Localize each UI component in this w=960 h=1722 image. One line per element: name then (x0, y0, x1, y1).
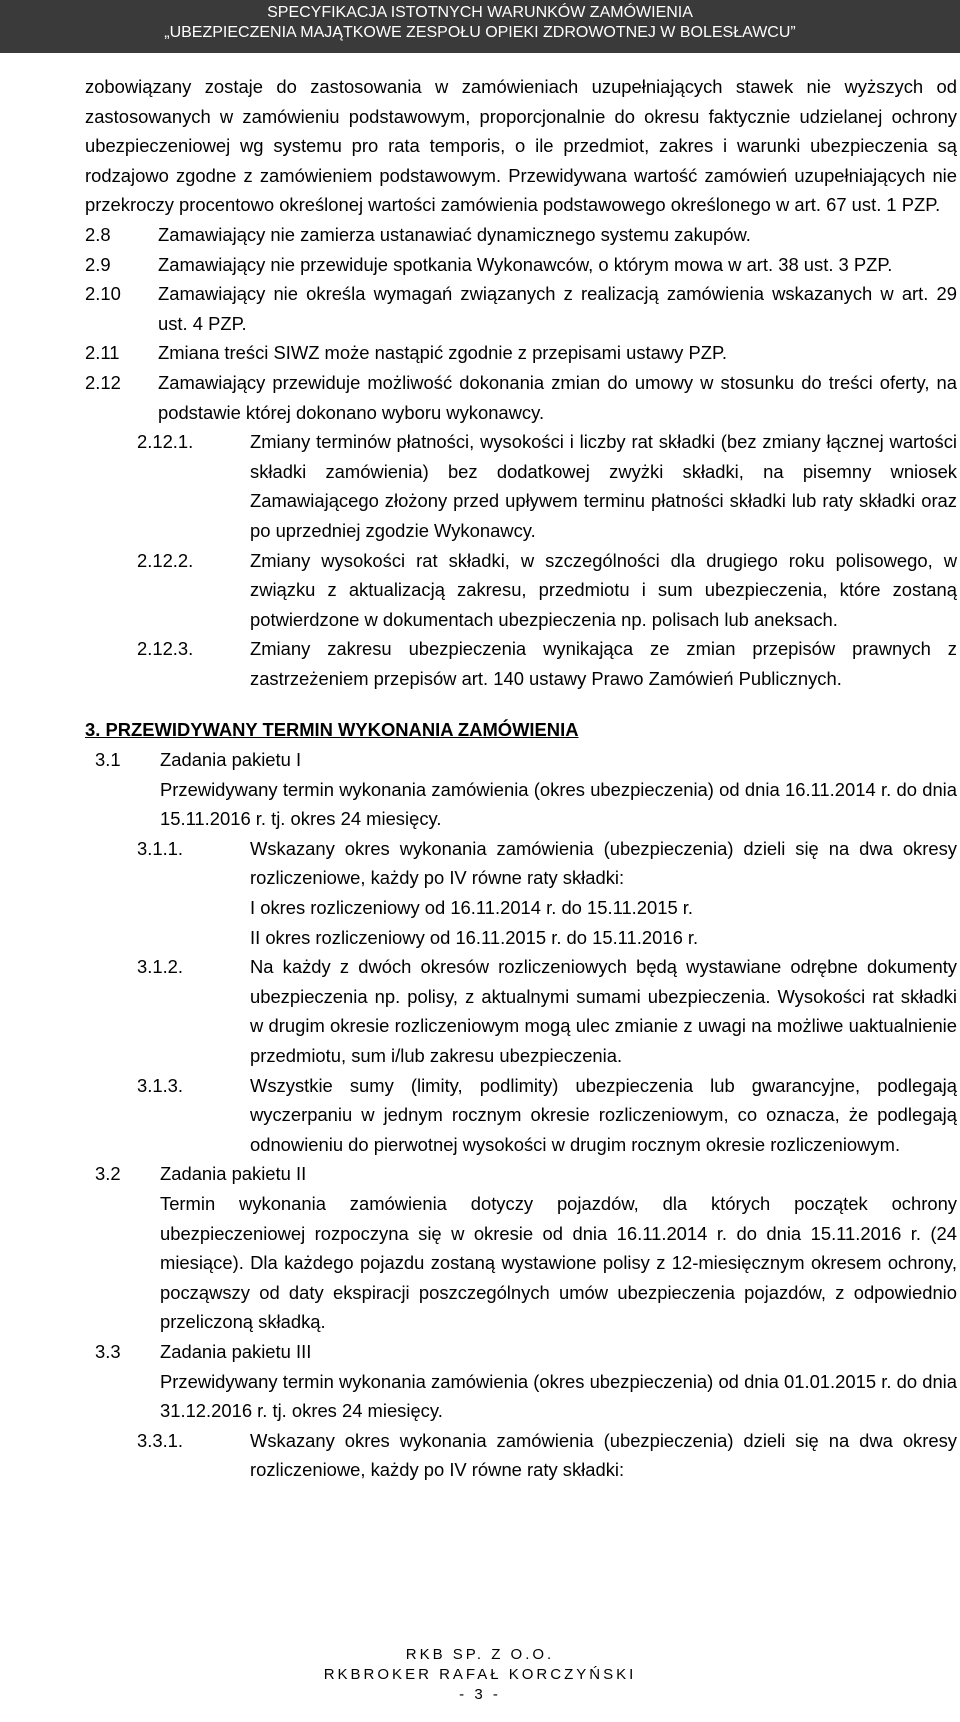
sub-list-item (85, 546, 957, 635)
item-number: 2.9 (85, 253, 111, 275)
sub-list-item (85, 634, 957, 693)
item-number: 3.1.1. (137, 837, 184, 859)
item-text: Zmiana treści SIWZ może nastąpić zgodnie z przepisami ustawy PZP. (158, 342, 727, 364)
item-number: 3.1.2. (137, 956, 184, 978)
item-number: 2.8 (85, 223, 111, 245)
document-body (85, 72, 957, 1485)
footer-company: RKB SP. Z O.O. (405, 1646, 555, 1663)
item-number: 2.10 (85, 283, 121, 305)
subsection (85, 1159, 957, 1337)
subsection-heading: Zadania pakietu III (160, 1340, 312, 1362)
item-text: Wskazany okres wykonania zamówienia (ubezpieczenia) dzieli się na dwa okresy rozliczeniowe, każdy po IV równe raty składki: (250, 837, 957, 889)
item-number: 2.12.1. (137, 431, 194, 453)
sub-list-item (85, 1071, 957, 1160)
item-text: Zamawiający nie zamierza ustanawiać dynamicznego systemu zakupów. (158, 223, 751, 245)
item-text: Zmiany terminów płatności, wysokości i liczby rat składki (bez zmiany łącznej wartości składki zamówienia) bez dodatkowej zwyżki składki, na pisemny wniosek Zamawiającego złożony przed upływem terminu płatności składki lub raty składki oraz po uprzedniej zgodzie Wykonawcy. (250, 431, 957, 541)
item-text: Zmiany zakresu ubezpieczenia wynikająca ze zmian przepisów prawnych z zastrzeżeniem przepisów art. 140 ustawy Prawo Zamówień Publicznych. (250, 638, 957, 689)
list-item (85, 338, 957, 368)
item-text: Na każdy z dwóch okresów rozliczeniowych będą wystawiane odrębne dokumenty ubezpieczenia np. polisy, z aktualnymi sumami ubezpieczenia. Wysokości rat składki w drugim okresie rozliczeniowym mogą ulec zmianie z uwagi na możliwe uaktualnienie przedmiotu, sum i/lub zakresu ubezpieczenia. (250, 956, 957, 1066)
subsection-heading: Zadania pakietu II (160, 1163, 307, 1185)
document-header (0, 0, 960, 53)
item-number: 2.12.2. (137, 549, 194, 571)
list-item (85, 279, 957, 338)
footer-broker: RKBROKER RAFAŁ KORCZYŃSKI (323, 1666, 637, 1683)
item-text: Zamawiający nie określa wymagań związanych z realizacją zamówienia wskazanych w art. 29 ust. 4 PZP. (158, 283, 957, 334)
subsection-number: 3.2 (95, 1163, 121, 1185)
item-number: 3.1.3. (137, 1074, 184, 1096)
subsection-text: Przewidywany termin wykonania zamówienia (okres ubezpieczenia) od dnia 16.11.2014 r. do dnia 15.11.2016 r. tj. okres 24 miesięcy. (160, 778, 957, 830)
item-number: 3.3.1. (137, 1429, 184, 1451)
subsection-text: Przewidywany termin wykonania zamówienia (okres ubezpieczenia) od dnia 01.01.2015 r. do dnia 31.12.2016 r. tj. okres 24 miesięcy. (160, 1370, 957, 1422)
list-item (85, 250, 957, 280)
item-text: Zamawiający przewiduje możliwość dokonania zmian do umowy w stosunku do treści oferty, na podstawie której dokonano wyboru wykonawcy. (158, 371, 957, 423)
subsection-number: 3.3 (95, 1340, 121, 1362)
item-number: 2.12 (85, 371, 121, 393)
header-subtitle: „UBEZPIECZENIA MAJĄTKOWE ZESPOŁU OPIEKI ZDROWOTNEJ W BOLESŁAWCU” (164, 24, 796, 41)
sub-list-item (85, 427, 957, 545)
item-number: 2.11 (85, 342, 120, 364)
subsection-text: Termin wykonania zamówienia dotyczy pojazdów, dla których początek ochrony ubezpieczeniowej rozpoczyna się w okresie od dnia 16.11.2014 r. do dnia 15.11.2016 r. (24 miesiące). Dla każdego pojazdu zostaną wystawione polisy z 12-miesięcznym okresem ochrony, począwszy od daty ekspiracji poszczególnych umów ubezpieczenia pojazdów, z odpowiednio przeliczoną składką. (160, 1192, 957, 1333)
item-text: Zamawiający nie przewiduje spotkania Wykonawców, o którym mowa w art. 38 ust. 3 PZP. (158, 253, 893, 275)
document-footer (0, 1645, 960, 1705)
item-text: Zmiany wysokości rat składki, w szczególności dla drugiego roku polisowego, w związku z aktualizacją zakresu, przedmiotu i sum ubezpieczenia, które zostaną potwierdzone w dokumentach ubezpieczenia np. polisach lub aneksach. (250, 549, 957, 630)
item-number: 2.12.3. (137, 638, 194, 660)
sub-list-item (85, 834, 957, 952)
sub-list-item (85, 952, 957, 1070)
item-text: Wszystkie sumy (limity, podlimity) ubezpieczenia lub gwarancyjne, podlegają wyczerpaniu w jednym rocznym okresie rozliczeniowym, co oznacza, że podlegają odnowieniu do pierwotnej wysokości w drugim rocznym okresie rozliczeniowym. (250, 1074, 957, 1155)
section-title: 3. PRZEWIDYWANY TERMIN WYKONANIA ZAMÓWIENIA (85, 719, 579, 741)
page-number: - 3 - (459, 1686, 501, 1703)
subsection-number: 3.1 (95, 749, 121, 771)
list-item (85, 220, 957, 250)
subsection-heading: Zadania pakietu I (160, 749, 302, 771)
period-line: II okres rozliczeniowy od 16.11.2015 r. do 15.11.2016 r. (250, 926, 699, 948)
subsection (85, 1337, 957, 1426)
list-item (85, 368, 957, 427)
subsection (85, 745, 957, 834)
sub-list-item (85, 1426, 957, 1485)
intro-paragraph: zobowiązany zostaje do zastosowania w zamówieniach uzupełniających stawek nie wyższych od zastosowanych w zamówieniu podstawowym, proporcjonalnie do okresu faktycznie udzielanej ochrony ubezpieczeniowej wg systemu pro rata temporis, o ile przedmiot, zakres i warunki ubezpieczenia są rodzajowo zgodne z zamówieniem podstawowym. Przewidywana wartość zamówień uzupełniających nie przekroczy procentowo określonej wartości zamówienia podstawowego określonego w art. 67 ust. 1 PZP. (85, 76, 957, 216)
header-title: SPECYFIKACJA ISTOTNYCH WARUNKÓW ZAMÓWIENIA (267, 4, 693, 21)
period-line: I okres rozliczeniowy od 16.11.2014 r. do 15.11.2015 r. (250, 897, 694, 919)
item-text: Wskazany okres wykonania zamówienia (ubezpieczenia) dzieli się na dwa okresy rozliczeniowe, każdy po IV równe raty składki: (250, 1429, 957, 1481)
